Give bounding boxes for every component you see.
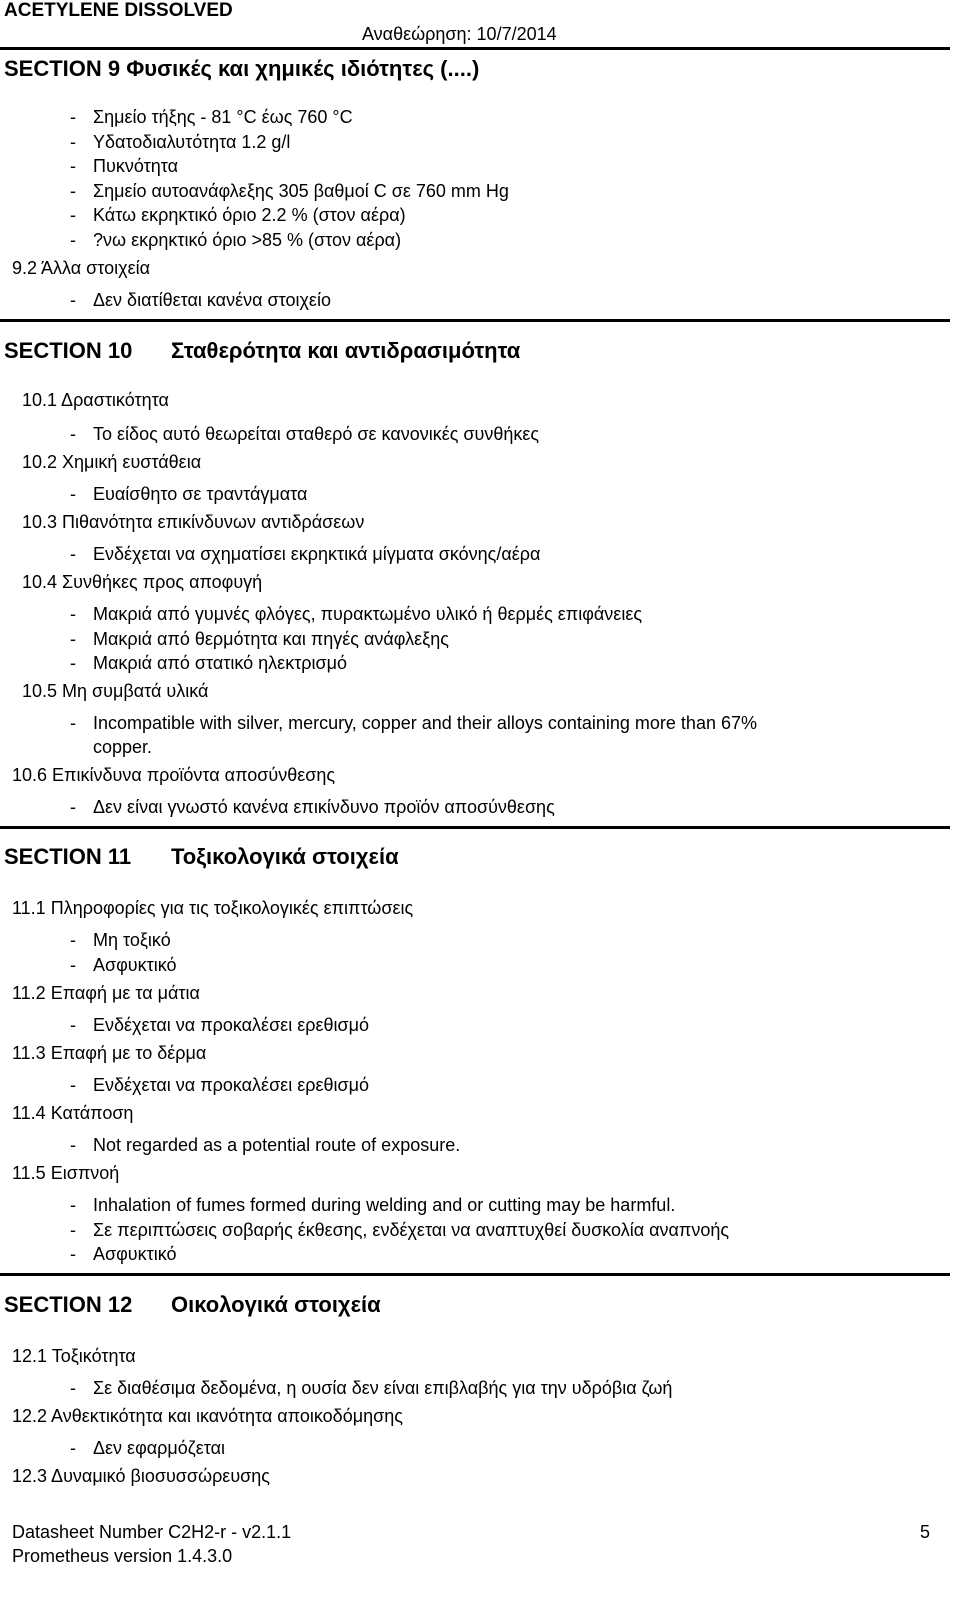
section-name: Οικολογικά στοιχεία	[171, 1292, 381, 1317]
list-item: - Ενδέχεται να προκαλέσει ερεθισμό	[70, 1075, 369, 1095]
list-item: - Υδατοδιαλυτότητα 1.2 g/l	[70, 132, 291, 152]
subsection-title: 10.2 Χημική ευστάθεια	[22, 452, 202, 472]
section-number: SECTION 10	[4, 338, 133, 363]
list-item: - Ενδέχεται να σχηματίσει εκρηκτικά μίγματα σκόνης/αέρα	[70, 544, 541, 564]
list-item: - Σε διαθέσιμα δεδομένα, η ουσία δεν είναι επιβλαβής για την υδρόβια ζωή	[70, 1378, 673, 1398]
list-item: - Σε περιπτώσεις σοβαρής έκθεσης, ενδέχεται να αναπτυχθεί δυσκολία αναπνοής	[70, 1220, 730, 1240]
list-item: - Μακριά από γυμνές φλόγες, πυρακτωμένο υλικό ή θερμές επιφάνειες	[70, 604, 643, 624]
list-item: - Δεν είναι γνωστό κανένα επικίνδυνο προϊόν αποσύνθεσης	[70, 797, 555, 817]
list-item: - Δεν εφαρμόζεται	[70, 1438, 225, 1458]
list-item: - Ασφυκτικό	[70, 955, 177, 975]
subsection-title: 10.5 Μη συμβατά υλικά	[22, 681, 209, 701]
section-9-heading	[4, 56, 479, 82]
subsection-title: 12.2 Ανθεκτικότητα και ικανότητα αποικοδόμησης	[12, 1406, 403, 1426]
list-item: - Not regarded as a potential route of exposure.	[70, 1135, 461, 1155]
revision-date: Αναθεώρηση: 10/7/2014	[362, 24, 557, 44]
section-10-heading	[4, 338, 520, 364]
list-item: - Δεν διατίθεται κανένα στοιχείο	[70, 290, 331, 310]
section-divider	[0, 319, 950, 322]
section-name: Τοξικολογικά στοιχεία	[171, 844, 399, 869]
subsection-title: 11.2 Επαφή με τα μάτια	[12, 983, 200, 1003]
section-11-heading	[4, 844, 399, 870]
subsection-title: 9.2 Άλλα στοιχεία	[12, 258, 151, 278]
list-item: - Κάτω εκρηκτικό όριο 2.2 % (στον αέρα)	[70, 205, 406, 225]
list-item: - Σημείο τήξης - 81 °C έως 760 °C	[70, 107, 353, 127]
list-item: - Μακριά από θερμότητα και πηγές ανάφλεξης	[70, 629, 449, 649]
list-item-continuation: copper.	[93, 737, 153, 757]
list-item: - Σημείο αυτοανάφλεξης 305 βαθμοί C σε 760 mm Hg	[70, 181, 509, 201]
subsection-title: 10.4 Συνθήκες προς αποφυγή	[22, 572, 263, 592]
list-item: - Μη τοξικό	[70, 930, 171, 950]
subsection-title: 11.1 Πληροφορίες για τις τοξικολογικές επιπτώσεις	[12, 898, 414, 918]
page-number: 5	[920, 1522, 931, 1542]
subsection-title: 12.1 Τοξικότητα	[12, 1346, 136, 1366]
footer-version: Prometheus version 1.4.3.0	[12, 1546, 233, 1566]
section-divider	[0, 1273, 950, 1276]
subsection-title: 12.3 Δυναμικό βιοσυσσώρευσης	[12, 1466, 270, 1486]
list-item: - Πυκνότητα	[70, 156, 178, 176]
list-item: - Incompatible with silver, mercury, copper and their alloys containing more than 67%	[70, 713, 757, 733]
subsection-title: 11.5 Εισπνοή	[12, 1163, 120, 1183]
list-item: - Inhalation of fumes formed during welding and or cutting may be harmful.	[70, 1195, 676, 1215]
section-12-heading	[4, 1292, 381, 1318]
section-number: SECTION 12	[4, 1292, 133, 1317]
subsection-title: 10.6 Επικίνδυνα προϊόντα αποσύνθεσης	[12, 765, 336, 785]
subsection-title: 11.3 Επαφή με το δέρμα	[12, 1043, 207, 1063]
list-item: - Το είδος αυτό θεωρείται σταθερό σε κανονικές συνθήκες	[70, 424, 540, 444]
section-9-title: SECTION 9 Φυσικές και χημικές ιδιότητες (....)	[4, 56, 480, 81]
subsection-title: 10.3 Πιθανότητα επικίνδυνων αντιδράσεων	[22, 512, 365, 532]
document-title: ACETYLENE DISSOLVED	[4, 0, 233, 21]
subsection-title: 10.1 Δραστικότητα	[22, 390, 169, 410]
footer-datasheet-number: Datasheet Number C2H2-r - v2.1.1	[12, 1522, 292, 1542]
section-divider	[0, 826, 950, 829]
list-item: - ?νω εκρηκτικό όριο >85 % (στον αέρα)	[70, 230, 402, 250]
subsection-title: 11.4 Κατάποση	[12, 1103, 134, 1123]
header-divider	[0, 47, 950, 50]
list-item: - Ενδέχεται να προκαλέσει ερεθισμό	[70, 1015, 369, 1035]
section-name: Σταθερότητα και αντιδρασιμότητα	[171, 338, 521, 363]
section-number: SECTION 11	[4, 844, 132, 869]
list-item: - Ασφυκτικό	[70, 1244, 177, 1264]
list-item: - Ευαίσθητο σε τραντάγματα	[70, 484, 308, 504]
list-item: - Μακριά από στατικό ηλεκτρισμό	[70, 653, 348, 673]
